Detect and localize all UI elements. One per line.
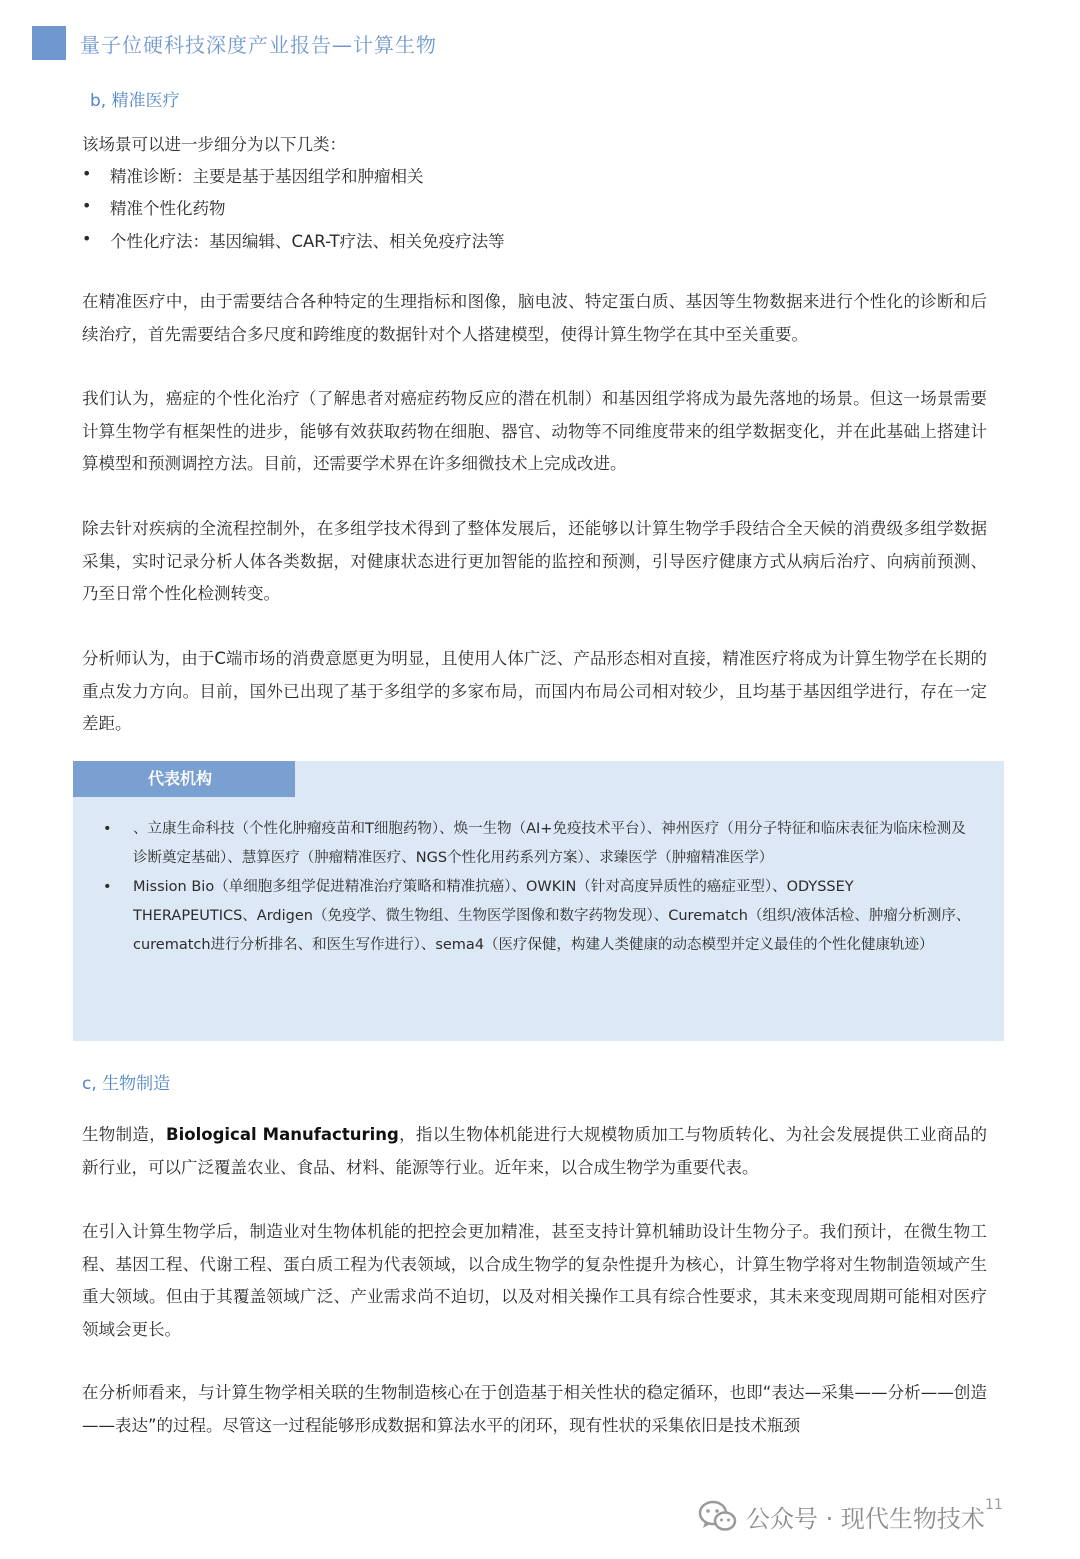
paragraph-text: 在引入计算生物学后，制造业对生物体机能的把控会更加精准，甚至支持计算机辅助设计生物分子。我们预计，在微生物工程、基因工程、代谢工程、蛋白质工程为代表领域，以合成生物学的复杂性提升为核心，计算生物学将对生物制造领域产生重大领域。但由于其覆盖领域广泛、产业需求尚不迫切，以及对相关操作工具有综合性要求，其未来变现周期可能相对医疗领域会更长。 <box>82 1222 987 1339</box>
box-tab-label: 代表机构 <box>73 761 295 797</box>
section-b-heading: b, 精准医疗 <box>90 91 180 111</box>
section-b-intro: 该场景可以进一步细分为以下几类： <box>82 135 346 154</box>
wechat-icon <box>698 1499 738 1533</box>
bullet-dot: • <box>82 164 92 183</box>
institutions-item-text: 、立康生命科技（个性化肿瘤疫苗和T细胞药物）、焕一生物（AI+免疫技术平台）、神州医疗（用分子特征和临床表征为临床检测及诊断奠定基础）、慧算医疗（肿瘤精准医疗、NGS个性化用药系列方案）、求臻医学（肿瘤精准医学） <box>133 821 966 866</box>
bullet-dot: • <box>82 196 92 215</box>
watermark-text: 公众号 · 现代生物技术 <box>746 1504 985 1533</box>
header-logo-square <box>32 26 66 60</box>
representative-institutions-box <box>73 761 1004 1041</box>
paragraph-text: 我们认为，癌症的个性化治疗（了解患者对癌症药物反应的潜在机制）和基因组学将成为最先落地的场景。但这一场景需要计算生物学有框架性的进步，能够有效获取药物在细胞、器官、动物等不同维度带来的组学数据变化，并在此基础上搭建计算模型和预测调控方法。目前，还需要学术界在许多细微技术上完成改进。 <box>82 389 987 473</box>
paragraph <box>82 286 987 351</box>
bullet-dot: • <box>82 229 92 248</box>
paragraph-text: 分析师认为，由于C端市场的消费意愿更为明显，且使用人体广泛、产品形态相对直接，精准医疗将成为计算生物学在长期的重点发力方向。目前，国外已出现了基于多组学的多家布局，而国内布局公司相对较少，且均基于基因组学进行，存在一定差距。 <box>82 649 987 733</box>
paragraph <box>82 513 987 611</box>
p1-before: 生物制造， <box>82 1125 167 1144</box>
paragraph-text: 除去针对疾病的全流程控制外，在多组学技术得到了整体发展后，还能够以计算生物学手段结合全天候的消费级多组学数据采集，实时记录分析人体各类数据，对健康状态进行更加智能的监控和预测，引导医疗健康方式从病后治疗、向病前预测、乃至日常个性化检测转变。 <box>82 519 987 603</box>
watermark <box>698 1496 985 1536</box>
paragraph-text <box>82 1119 987 1184</box>
bullet-item: 精准个性化药物 <box>110 199 226 218</box>
bullet-item: 精准诊断：主要是基于基因组学和肿瘤相关 <box>110 167 424 186</box>
bullet-dot: • <box>103 821 112 837</box>
institutions-item-domestic <box>103 815 973 873</box>
paragraph <box>82 1119 987 1184</box>
bullet-dot: • <box>103 879 112 895</box>
institutions-item-foreign <box>103 873 973 960</box>
p1-after: ，指以生物体机能进行大规模物质加工与物质转化、为社会发展提供工业商品的新行业，可以广泛覆盖农业、食品、材料、能源等行业。近年来，以合成生物学为重要代表。 <box>82 1125 988 1177</box>
institutions-item-text: Mission Bio（单细胞多组学促进精准治疗策略和精准抗癌）、OWKIN（针对高度异质性的癌症亚型）、ODYSSEY THERAPEUTICS、Ardigen（免疫学、微生物组、生物医学图像和数字药物发现）、Curematch（组织/液体活检、肿瘤分析测序、curematch进行分析排名、和医生写作进行）、sema4（医疗保健，构建人类健康的动态模型并定义最佳的个性化健康轨迹） <box>133 879 971 953</box>
paragraph <box>82 383 987 481</box>
report-title: 量子位硬科技深度产业报告—计算生物 <box>80 33 437 57</box>
paragraph <box>82 1377 987 1442</box>
paragraph-text: 在精准医疗中，由于需要结合各种特定的生理指标和图像，脑电波、特定蛋白质、基因等生物数据来进行个性化的诊断和后续治疗，首先需要结合多尺度和跨维度的数据针对个人搭建模型，使得计算生物学在其中至关重要。 <box>82 292 987 344</box>
paragraph <box>82 643 987 741</box>
paragraph <box>82 1216 987 1346</box>
institutions-list <box>103 815 973 960</box>
paragraph-text: 在分析师看来，与计算生物学相关联的生物制造核心在于创造基于相关性状的稳定循环，也即“表达—采集——分析——创造——表达”的过程。尽管这一过程能够形成数据和算法水平的闭环，现有性状的采集依旧是技术瓶颈 <box>82 1383 987 1435</box>
bullet-item: 个性化疗法：基因编辑、CAR-T疗法、相关免疫疗法等 <box>110 232 505 251</box>
section-c-heading: c, 生物制造 <box>82 1074 171 1094</box>
page-number: 11 <box>985 1497 1003 1513</box>
biological-manufacturing-term: Biological Manufacturing <box>166 1125 399 1144</box>
